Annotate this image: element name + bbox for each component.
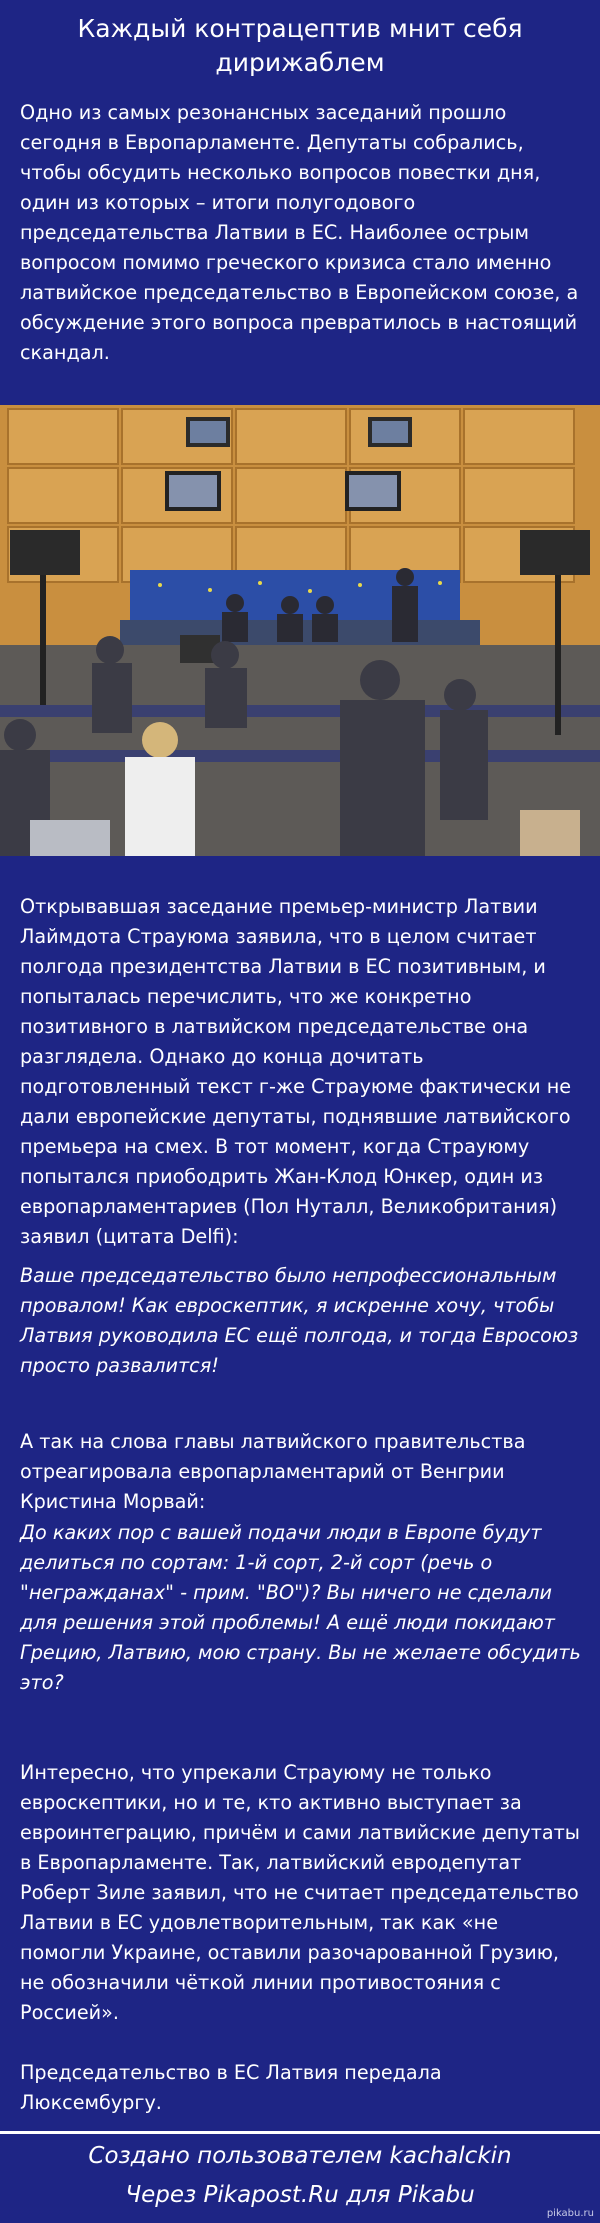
body-paragraph-3: А так на слова главы латвийского правительства отреагировала европарламентарий от Венгрии Кристина Морвай: [20, 1430, 526, 1513]
body-paragraph-5: Председательство в ЕС Латвия передала Люксембургу. [20, 2061, 442, 2114]
intro-paragraph: Одно из самых резонансных заседаний прошло сегодня в Европарламенте. Депутаты собрались, чтобы обсудить несколько вопросов повестки дня, один из которых – итоги полугодового председательства Латвии в ЕС. Наиболее острым вопросом помимо греческого кризиса стало именно латвийское председательство в Европейском союзе, а обсуждение этого вопроса превратилось в настоящий скандал. [20, 101, 579, 364]
footer-author: Создано пользователем kachalckin [88, 2143, 512, 2169]
body-paragraph-4: Интересно, что упрекали Страуюму не только евроскептики, но и те, кто активно выступает за евроинтеграцию, причём и сами латвийские депутаты в Европарламенте. Так, латвийский евродепутат Роберт Зиле заявил, что не считает председательство Латвии в ЕС удовлетворительным, так как «не помогли Украине, оставили разочарованной Грузию, не обозначили чёткой линии противостояния с Россией». [20, 1761, 580, 2024]
footer-source: Через Pikapost.Ru для Pikabu [125, 2182, 475, 2208]
press-conference-photo [0, 405, 600, 856]
article-title: Каждый контрацептив мнит себя дирижаблем [77, 14, 523, 77]
body-paragraph-2: Открывавшая заседание премьер-министр Латвии Лаймдота Страуюма заявила, что в целом считает полгода президентства Латвии в ЕС позитивным, и попыталась перечислить, что же конкретно позитивного в латвийском председательстве она разглядела. Однако до конца дочитать подготовленный текст г-же Страуюме фактически не дали европейские депутаты, поднявшие латвийского премьера на смех. В тот момент, когда Страуюму попытался приободрить Жан-Клод Юнкер, один из европарламентариев (Пол Нуталл, Великобритания) заявил (цитата Delfi): [20, 895, 572, 1248]
quote-morvai: До каких пор с вашей подачи люди в Европе будут делиться по сортам: 1-й сорт, 2-й сорт (речь о "негражданах" - прим. "ВО")? Вы ничего не сделали для решения этой проблемы! А ещё люди покидают Грецию, Латвию, мою страну. Вы не желаете обсудить это? [20, 1521, 581, 1694]
footer-divider [0, 2131, 600, 2134]
quote-nuttall: Ваше председательство было непрофессиональным провалом! Как евроскептик, я искренне хочу, чтобы Латвия руководила ЕС ещё полгода, и тогда Евросоюз просто развалится! [20, 1264, 579, 1377]
pikabu-watermark: pikabu.ru [546, 2208, 594, 2219]
